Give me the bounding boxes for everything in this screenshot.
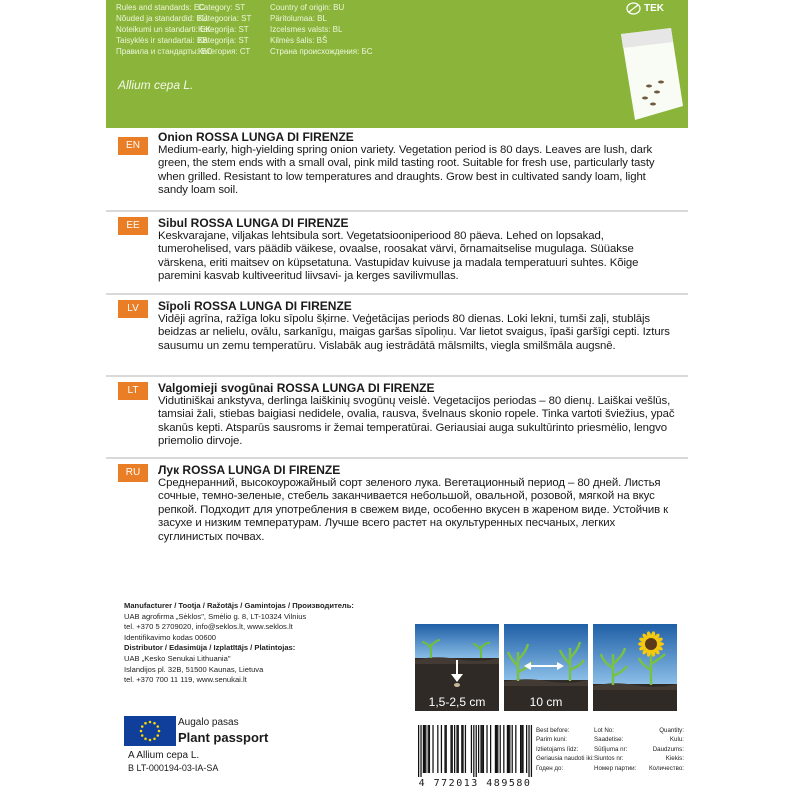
standards-cell: Категория: СТ: [198, 47, 251, 56]
section-body: Medium-early, high-yielding spring onion variety. Vegetation period is 80 days. Leaves are lush, dark green, the stem ends with a small oval, pink mild tasting root. Suitable for fresh use, particularly tasty when grilled. Resistant to low temperatures and draughts. Grow best in cultivated sandy loam, light sandy loam soil.: [158, 144, 655, 197]
seed-packet-icon: [611, 26, 688, 121]
section-title: Sibul ROSSA LUNGA DI FIRENZE: [158, 216, 349, 230]
barcode-bar: [458, 725, 459, 773]
standards-cell: Päritolumaa: BL: [270, 14, 327, 23]
barcode-bar: [476, 725, 477, 777]
standards-cell: Kategorija: ST: [198, 36, 249, 45]
barcode-bar: [418, 725, 419, 777]
standards-cell: Noteikumi un standarti: EK: [116, 25, 211, 34]
barcode-bar: [490, 725, 491, 773]
barcode-bar: [432, 725, 433, 773]
info-label: Daudzums:: [652, 745, 684, 753]
barcode-bar: [471, 725, 472, 773]
manufacturer-line: Identifikavimo kodas 00600: [124, 632, 217, 642]
barcode-bar: [450, 725, 451, 773]
barcode-bar: [429, 725, 430, 773]
barcode-bar: [526, 725, 527, 773]
barcode-bar: [483, 725, 484, 773]
description-section-ee: [106, 210, 688, 293]
standards-cell: Category: ST: [198, 3, 246, 12]
eu-star: [140, 730, 143, 733]
flowering-panel: [593, 624, 677, 711]
info-label: Количество:: [649, 764, 684, 772]
barcode-bar: [420, 725, 421, 777]
standards-cell: Rules and standards: EC: [116, 3, 205, 12]
barcode-bar: [482, 725, 483, 773]
eu-flag-icon: [124, 716, 176, 746]
info-label: Izlietojams līdz:: [536, 745, 579, 753]
barcode-bar: [480, 725, 481, 773]
barcode-bar: [461, 725, 462, 773]
eu-star: [144, 737, 147, 740]
distributor-heading: Distributor / Edasimüja / Izplatītājs / Platintojas:: [124, 643, 296, 653]
barcode-bar: [454, 725, 455, 773]
barcode-bar: [452, 725, 453, 773]
info-label: Quantity:: [659, 727, 684, 734]
brand-logo: [626, 2, 664, 15]
header-band: [106, 0, 688, 128]
barcode-bar: [520, 725, 521, 773]
barcode-bar: [508, 725, 509, 773]
eu-star: [156, 725, 159, 728]
manufacturer-line: UAB agrofirma „Sėklos", Smėlio g. 8, LT-10324 Vilnius: [124, 611, 307, 621]
description-section-lt: [106, 375, 688, 457]
barcode-bar: [423, 725, 424, 773]
standards-cell: Izcelsmes valsts: BL: [270, 25, 343, 34]
info-label: Lot No:: [594, 727, 614, 734]
barcode-bar: [437, 725, 438, 773]
info-label: Best before:: [536, 727, 570, 734]
barcode-bar: [503, 725, 504, 773]
barcode-bar: [496, 725, 497, 773]
info-label: Saadetise:: [594, 736, 624, 744]
barcode-bar: [465, 725, 466, 773]
barcode-bar: [512, 725, 513, 773]
distributor-line: Islandijos pl. 32B, 51500 Kaunas, Lietuva: [124, 664, 264, 674]
passport-subtitle: Plant passport: [178, 730, 269, 745]
plant-spacing-label: 10 cm: [529, 695, 563, 709]
barcode-bar: [428, 725, 429, 773]
info-label: Kiekis:: [665, 755, 684, 763]
barcode-bar: [495, 725, 496, 773]
eu-star: [153, 722, 156, 725]
section-body: Vidutiniškai ankstyva, derlinga laiškinių svogūnų veislė. Vegetacijos periodas – 80 dienų. Laiškai vešlūs, tamsiai žali, stiebas baigiasi nedidele, ovalia, rausva, švelnaus skonio ropele. Tinka vartoti šviežius, ypač skanūs kepti. Atsparūs sausroms ir žemai temperatūrai. Geriausiai auga sukultūrinto priesmėlio, lengvo priemolio dirvoje.: [158, 395, 675, 448]
standards-cell: Kilmės šalis: BŠ: [270, 36, 328, 45]
leaf-icon: [626, 2, 641, 15]
description-section-ru: [106, 457, 688, 557]
eu-star: [141, 734, 144, 737]
standards-cell: Taisyklės ir standartai: EB: [116, 36, 208, 45]
barcode-bar: [456, 725, 457, 773]
passport-code: B LT-000194-03-IA-SA: [128, 763, 219, 773]
language-badge: EN: [118, 137, 148, 155]
barcode-bar: [500, 725, 501, 773]
standards-cell: Kategooria: ST: [198, 14, 252, 23]
standards-cell: Nõuded ja standardid: EÜ: [116, 14, 208, 23]
section-title: Лук ROSSA LUNGA DI FIRENZE: [158, 463, 341, 477]
barcode-bar: [441, 725, 442, 773]
barcode-bar: [497, 725, 498, 773]
standards-table: [116, 2, 373, 57]
batch-info-labels: [536, 726, 684, 773]
barcode-bar: [486, 725, 487, 773]
barcode-bar: [528, 725, 529, 777]
eu-star: [141, 725, 144, 728]
barcode-bar: [446, 725, 447, 773]
standards-cell: Правила и стандарты: ЕС: [116, 47, 213, 56]
standards-cell: Страна происхождения: БС: [270, 47, 373, 56]
barcode-number: 4 772013 489580: [418, 778, 532, 789]
distributor-line: UAB „Kesko Senukai Lithuania": [124, 653, 231, 663]
barcode-bars: [418, 725, 532, 777]
info-label: Kulu:: [669, 736, 684, 744]
section-title: Valgomieji svogūnai ROSSA LUNGA DI FIRENZE: [158, 381, 435, 395]
brand-text: TEK: [644, 3, 664, 14]
barcode-bar: [444, 725, 445, 773]
manufacturer-heading: Manufacturer / Tootja / Ražotājs / Gamintojas / Производитель:: [124, 601, 354, 610]
eu-star: [144, 722, 147, 725]
barcode-bar: [462, 725, 463, 773]
section-body: Среднеранний, высокоурожайный сорт зеленого лука. Вегетационный период – 80 дней. Листья сочные, темно-зеленые, стебель заканчивается небольшой, овальной, розовой, мягкой на вкус репкой. Подходит для употребления в свежем виде, особенно вкусен в жареном виде. Устойчив к засухе и низким температурам. Лучше всего растет на окультуренных песчаных, легких суглинистых почвах.: [158, 477, 669, 543]
barcode-bar: [478, 725, 479, 773]
barcode-bar: [473, 725, 474, 777]
info-label: Sūtījuma nr:: [594, 745, 628, 753]
info-label: Номер партии:: [594, 764, 637, 772]
manufacturer-info: [124, 601, 404, 686]
sowing-depth-panel: [415, 624, 499, 711]
passport-species: A Allium cepa L.: [128, 750, 200, 761]
eu-star: [156, 734, 159, 737]
language-badge: LT: [118, 382, 148, 400]
description-section-en: [106, 126, 688, 210]
barcode-bar: [507, 725, 508, 773]
barcode-bar: [531, 725, 532, 777]
eu-star: [153, 737, 156, 740]
latin-name: Allium cepa L.: [118, 78, 194, 92]
language-badge: RU: [118, 464, 148, 482]
barcode-bar: [515, 725, 516, 773]
distributor-line: tel. +370 700 11 119, www.senukai.lt: [124, 675, 247, 685]
info-label: Parim kuni:: [536, 736, 567, 744]
standards-cell: Kategorija: ST: [198, 25, 249, 34]
language-badge: EE: [118, 217, 148, 235]
manufacturer-line: tel. +370 5 2709020, info@seklos.lt, www.seklos.lt: [124, 622, 293, 632]
sowing-depth-label: 1,5-2,5 cm: [428, 695, 486, 709]
section-body: Vidēji agrīna, ražīga loku sīpolu šķirne. Veģetācijas periods 80 dienas. Loki lekni, tumši zaļi, stublājs beidzas ar nelielu, ovālu, sarkanīgu, maigas garšas sīpoliņu. Var lietot svaigus, īpaši garšīgi cepti. Izturs sausumu un zemu temperatūru. Vislabāk aug iestrādātā mālsmilts, viegla smilšmāla augsnē.: [158, 313, 670, 352]
section-title: Sīpoli ROSSA LUNGA DI FIRENZE: [158, 299, 352, 313]
info-label: Siuntos nr:: [594, 755, 624, 763]
eu-star: [158, 730, 161, 733]
section-title: Onion ROSSA LUNGA DI FIRENZE: [158, 130, 354, 144]
plant-spacing-panel: [504, 624, 588, 711]
barcode: [414, 725, 536, 793]
eu-star: [149, 739, 152, 742]
barcode-bar: [522, 725, 523, 773]
section-body: Keskvarajane, viljakas lehtsibula sort. Vegetatsiooniperiood 80 päeva. Lehed on lopsakad, tumerohelised, vars päädib väikese, ovaalse, roosakat värvi, õrnamaitselise mugulaga. Süüakse värskena, eriti maitsev on küpsetatuna. Vastupidav kuivuse ja madala temperatuuri suhtes. Kõige paremini kasvab kultiveeritud liivsavi- ja kerges savilivmullas.: [158, 230, 639, 283]
language-badge: LV: [118, 300, 148, 318]
barcode-bar: [425, 725, 426, 773]
barcode-bar: [509, 725, 510, 773]
standards-cell: Country of origin: BU: [270, 3, 345, 12]
passport-title: Augalo pasas: [178, 717, 239, 728]
eu-star: [149, 721, 152, 724]
barcode-bar: [521, 725, 522, 773]
description-section-lv: [106, 293, 688, 375]
info-label: Годен до:: [536, 764, 564, 772]
barcode-bar: [424, 725, 425, 773]
info-label: Geriausia naudoti iki:: [536, 755, 594, 763]
